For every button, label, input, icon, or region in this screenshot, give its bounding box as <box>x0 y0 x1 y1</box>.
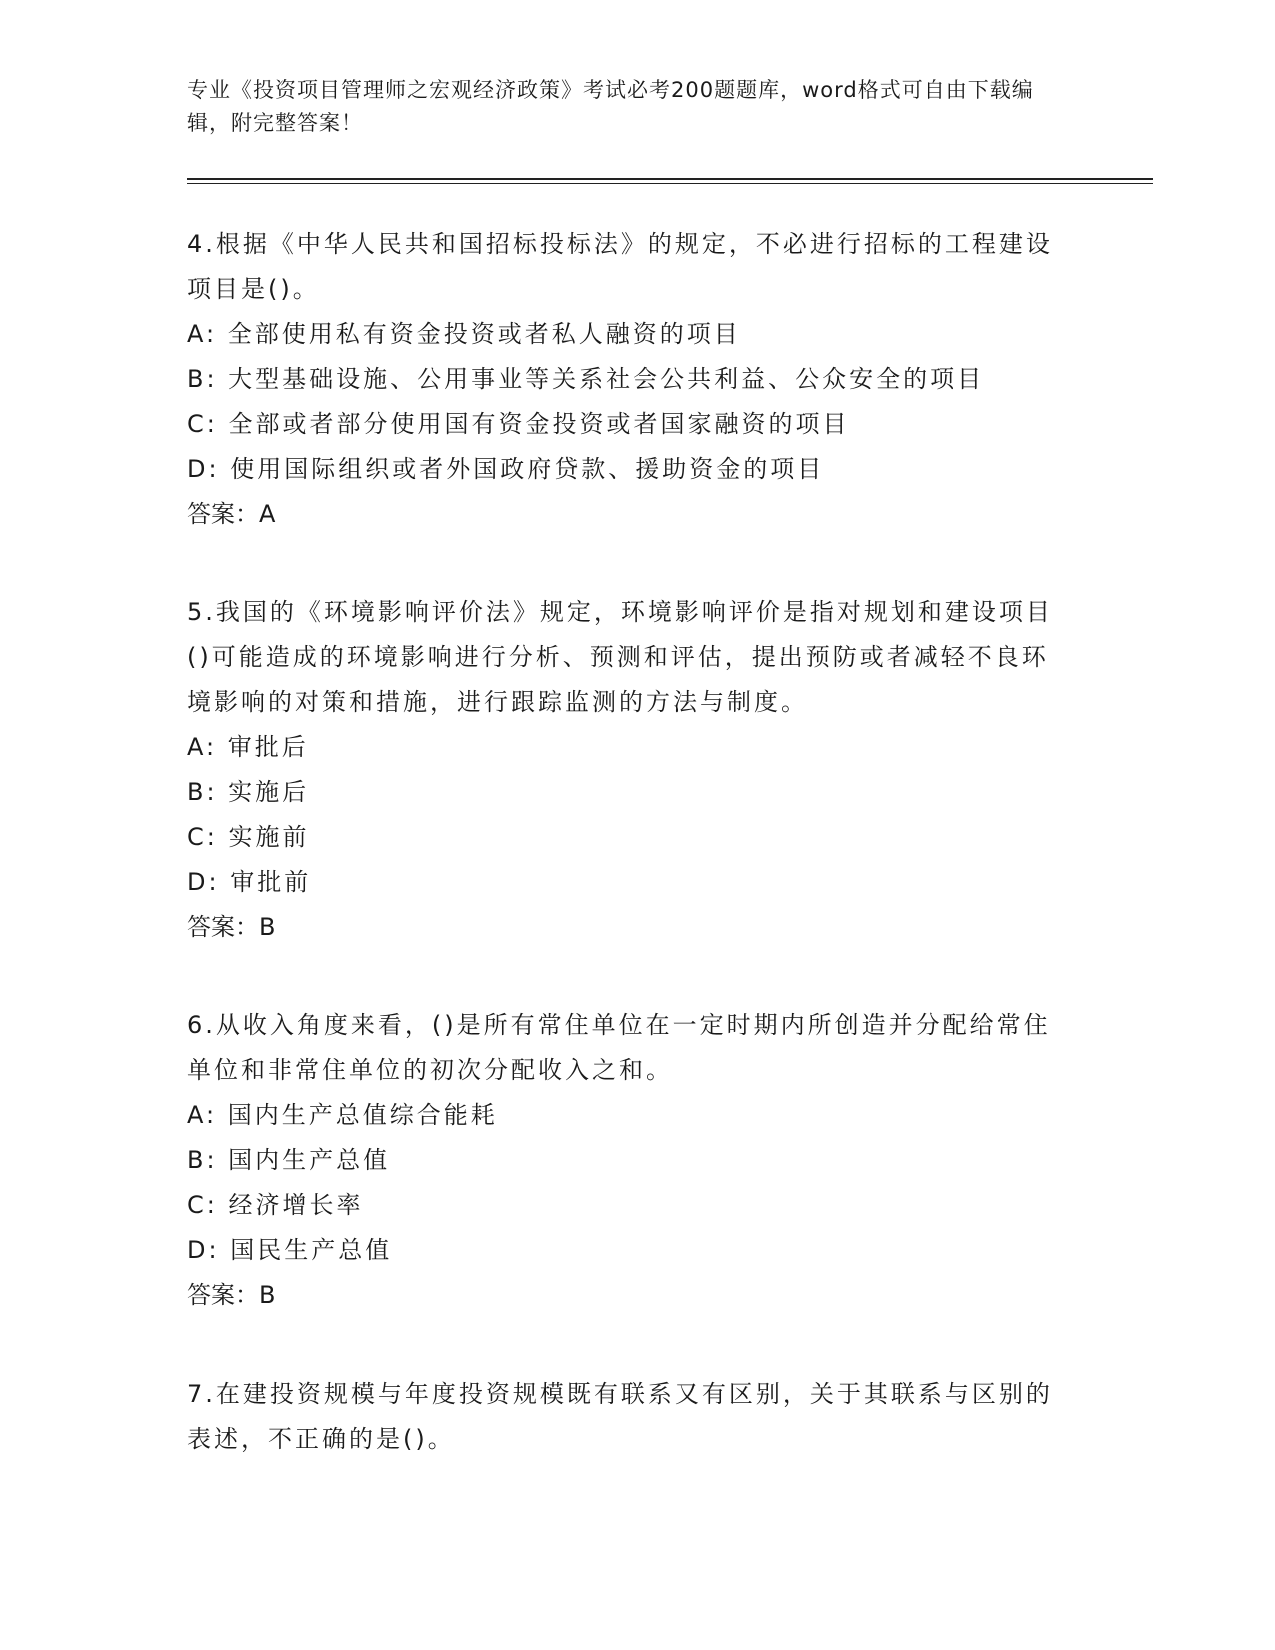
document-header: 专业《投资项目管理师之宏观经济政策》考试必考200题题库，word格式可自由下载编辑，附完整答案！ <box>187 78 1034 135</box>
answer: 答案：A <box>187 500 276 528</box>
option-c: C: 经济增长率 <box>187 1191 364 1219</box>
question-4 <box>187 222 1067 537</box>
option-a: A: 全部使用私有资金投资或者私人融资的项目 <box>187 320 741 348</box>
option-c: C: 实施前 <box>187 823 310 851</box>
question-stem: 7.在建投资规模与年度投资规模既有联系又有区别，关于其联系与区别的表述，不正确的是()。 <box>187 1380 1053 1453</box>
option-b: B: 实施后 <box>187 778 310 806</box>
answer: 答案：B <box>187 913 276 941</box>
option-c: C: 全部或者部分使用国有资金投资或者国家融资的项目 <box>187 410 850 438</box>
header-divider-thick <box>187 178 1153 180</box>
question-stem: 5.我国的《环境影响评价法》规定，环境影响评价是指对规划和建设项目()可能造成的环境影响进行分析、预测和评估，提出预防或者减轻不良环境影响的对策和措施，进行跟踪监测的方法与制度。 <box>187 598 1053 716</box>
question-6 <box>187 1003 1067 1318</box>
answer: 答案：B <box>187 1281 276 1309</box>
option-a: A: 审批后 <box>187 733 309 761</box>
option-d: D: 使用国际组织或者外国政府贷款、援助资金的项目 <box>187 455 825 483</box>
option-b: B: 国内生产总值 <box>187 1146 391 1174</box>
question-stem: 4.根据《中华人民共和国招标投标法》的规定，不必进行招标的工程建设项目是()。 <box>187 230 1053 303</box>
header-divider-thin <box>187 183 1153 184</box>
option-d: D: 审批前 <box>187 868 312 896</box>
option-b: B: 大型基础设施、公用事业等关系社会公共利益、公众安全的项目 <box>187 365 985 393</box>
question-7 <box>187 1372 1067 1462</box>
option-d: D: 国民生产总值 <box>187 1236 393 1264</box>
option-a: A: 国内生产总值综合能耗 <box>187 1101 498 1129</box>
question-5 <box>187 590 1067 950</box>
question-stem: 6.从收入角度来看，()是所有常住单位在一定时期内所创造并分配给常住单位和非常住单位的初次分配收入之和。 <box>187 1011 1051 1084</box>
